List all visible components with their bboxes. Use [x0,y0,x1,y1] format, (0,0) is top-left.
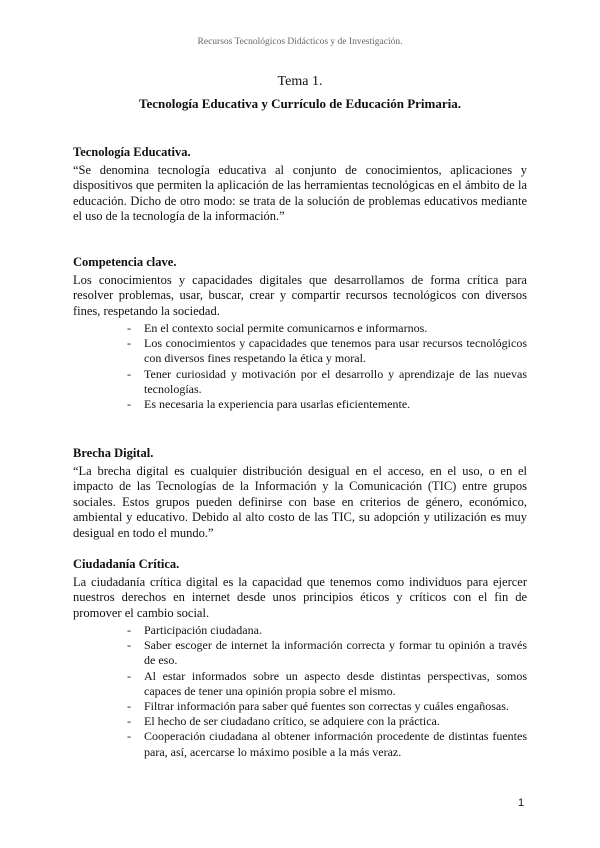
document-title: Tema 1. [277,74,323,89]
section-paragraph: “Se denomina tecnología educativa al conjunto de conocimientos, aplicaciones y dispositivos que permiten la aplicación de las herramientas tecnológicas en el ámbito de la educación. Dicho de otro modo: se trata de la solución de problemas educativos mediante el uso de la tecnología de la información.” [73,162,527,223]
list-item: - Es necesaria la experiencia para usarlas eficientemente. [144,397,527,412]
section-paragraph: Los conocimientos y capacidades digitales que desarrollamos de forma crítica para resolver problemas, usar, buscar, crear y compartir recursos tecnológicos con diversos fines, respetando la sociedad. [73,272,527,318]
list-item: - Participación ciudadana. [144,623,527,638]
list-item: - Los conocimientos y capacidades que tenemos para usar recursos tecnológicos con diversos fines respetando la ética y moral. [144,336,527,366]
section-heading: Ciudadanía Crítica. [73,557,180,571]
list-item: - El hecho de ser ciudadano crítico, se adquiere con la práctica. [144,714,527,729]
bullet-list [73,321,527,412]
document-subtitle: Tecnología Educativa y Currículo de Educación Primaria. [139,96,461,111]
section-heading: Tecnología Educativa. [73,145,191,159]
list-item: - Al estar informados sobre un aspecto desde distintas perspectivas, somos capaces de tener una opinión propia sobre el mismo. [144,669,527,699]
section-paragraph: “La brecha digital es cualquier distribución desigual en el acceso, en el uso, o en el impacto de las Tecnologías de la Información y la Comunicación (TIC) entre grupos sociales. Estos grupos pueden definirse con base en criterios de género, económico, ambiental y educativo. Debido al alto costo de las TIC, su adopción y utilización es muy desigual en todo el mundo.” [73,463,527,540]
list-item: - Filtrar información para saber qué fuentes son correctas y cuáles engañosas. [144,699,527,714]
list-item: - Tener curiosidad y motivación por el desarrollo y aprendizaje de las nuevas tecnologías. [144,367,527,397]
bullet-list [73,623,527,760]
section-brecha-digital [73,446,527,541]
section-paragraph: La ciudadanía crítica digital es la capacidad que tenemos como individuos para ejercer nuestros derechos en internet desde unos principios éticos y críticos con el fin de promover el cambio social. [73,574,527,620]
section-ciudadania-critica [73,557,527,760]
list-item: - En el contexto social permite comunicarnos e informarnos. [144,321,527,336]
section-competencia-clave [73,255,527,412]
section-heading: Competencia clave. [73,255,177,269]
page-header: Recursos Tecnológicos Didácticos y de Investigación. [197,37,403,47]
page-number: 1 [518,797,525,809]
section-heading: Brecha Digital. [73,446,154,460]
list-item: - Cooperación ciudadana al obtener información procedente de distintas fuentes para, así, acercarse lo máximo posible a la más veraz. [144,729,527,759]
list-item: - Saber escoger de internet la información correcta y formar tu opinión a través de eso. [144,638,527,668]
section-tecnologia-educativa [73,145,527,225]
